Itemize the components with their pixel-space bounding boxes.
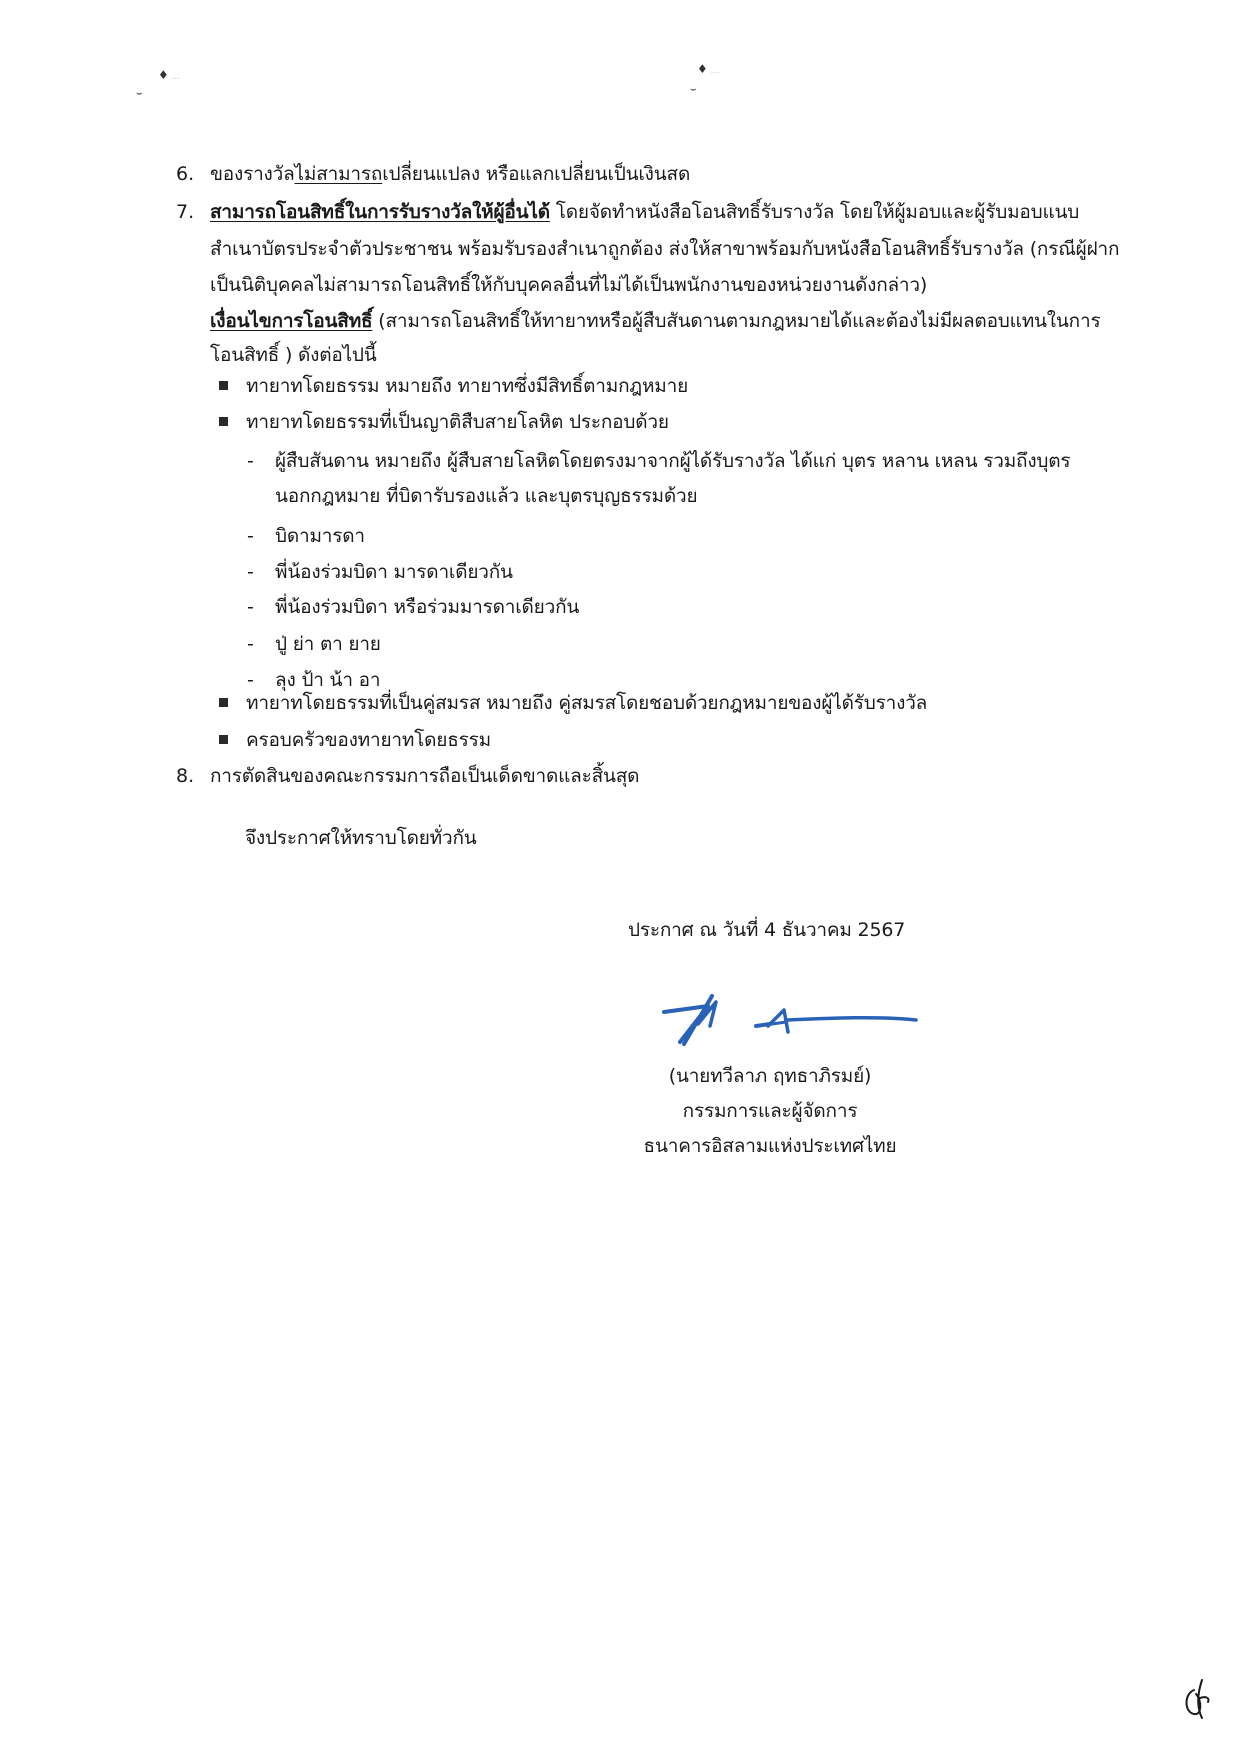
bullet-item-3: ทายาทโดยธรรมที่เป็นคู่สมรส หมายถึง คู่สมรสโดยชอบด้วยกฎหมายของผู้ได้รับรางวัล bbox=[246, 692, 928, 714]
item-7-line-1 bbox=[210, 194, 1079, 230]
item-6-underlined: ไม่สามารถ bbox=[294, 163, 383, 185]
sub-item-6: ลุง ป้า น้า อา bbox=[275, 669, 381, 691]
bullet-item-1: ทายาทโดยธรรม หมายถึง ทายาทซึ่งมีสิทธิ์ตามกฎหมาย bbox=[246, 375, 689, 397]
scan-mark-left-lower: ⌣ bbox=[136, 88, 143, 99]
item-7-line-1-rest: โดยจัดทำหนังสือโอนสิทธิ์รับรางวัล โดยให้ผู้มอบและผู้รับมอบแนบ bbox=[549, 201, 1080, 223]
dash-marker: - bbox=[247, 561, 254, 583]
announcement-date: ประกาศ ณ วันที่ 4 ธันวาคม 2567 bbox=[628, 919, 906, 941]
item-7-line-3: เป็นนิติบุคคลไม่สามารถโอนสิทธิ์ให้กับบุคคลอื่นที่ไม่ได้เป็นพนักงานของหน่วยงานดังกล่าว) bbox=[210, 274, 928, 296]
dash-marker: - bbox=[247, 525, 254, 547]
conditions-heading: เงื่อนไขการโอนสิทธิ์ bbox=[210, 310, 373, 332]
sub-item-2: บิดามารดา bbox=[275, 525, 365, 547]
bullet-item-4: ครอบครัวของทายาทโดยธรรม bbox=[246, 729, 491, 751]
sub-item-5: ปู่ ย่า ตา ยาย bbox=[275, 633, 381, 655]
item-7-number: 7. bbox=[176, 201, 195, 223]
item-7-heading: สามารถโอนสิทธิ์ในการรับรางวัลให้ผู้อื่นได้ bbox=[210, 201, 550, 223]
sub-item-1-line-2: นอกกฎหมาย ที่บิดารับรองแล้ว และบุตรบุญธรรมด้วย bbox=[275, 485, 698, 507]
initials-mark bbox=[1180, 1672, 1220, 1722]
dash-marker: - bbox=[247, 669, 254, 691]
item-6-number: 6. bbox=[176, 163, 195, 185]
scan-mark-right-lower: ⌣ bbox=[690, 84, 697, 95]
square-bullet-icon bbox=[219, 417, 228, 426]
square-bullet-icon bbox=[219, 735, 228, 744]
item-6-suffix: เปลี่ยนแปลง หรือแลกเปลี่ยนเป็นเงินสด bbox=[382, 163, 691, 185]
signatory-organization: ธนาคารอิสลามแห่งประเทศไทย bbox=[643, 1135, 897, 1157]
conditions-line-1 bbox=[210, 303, 1100, 339]
item-6-prefix: ของรางวัล bbox=[210, 163, 295, 185]
item-8-text: การตัดสินของคณะกรรมการถือเป็นเด็ดขาดและสิ้นสุด bbox=[210, 765, 640, 787]
square-bullet-icon bbox=[219, 381, 228, 390]
scan-mark-right: ♦ ... bbox=[697, 62, 720, 76]
scan-mark-left: ♦ ... bbox=[158, 68, 181, 82]
item-7-line-2: สำเนาบัตรประจำตัวประชาชน พร้อมรับรองสำเนาถูกต้อง ส่งให้สาขาพร้อมกับหนังสือโอนสิทธิ์รับรางวัล (กรณีผู้ฝาก bbox=[210, 238, 1120, 260]
signatory-title: กรรมการและผู้จัดการ bbox=[682, 1100, 858, 1122]
sub-item-4: พี่น้องร่วมบิดา หรือร่วมมารดาเดียวกัน bbox=[275, 596, 580, 618]
dash-marker: - bbox=[247, 450, 254, 472]
signatory-name: (นายทวีลาภ ฤทธาภิรมย์) bbox=[668, 1065, 872, 1087]
signature-image bbox=[660, 982, 920, 1052]
dash-marker: - bbox=[247, 633, 254, 655]
dash-marker: - bbox=[247, 596, 254, 618]
item-6-text bbox=[210, 156, 690, 192]
item-8-number: 8. bbox=[176, 765, 195, 787]
closing-statement: จึงประกาศให้ทราบโดยทั่วกัน bbox=[245, 827, 477, 849]
square-bullet-icon bbox=[219, 698, 228, 707]
sub-item-3: พี่น้องร่วมบิดา มารดาเดียวกัน bbox=[275, 561, 513, 583]
bullet-item-2: ทายาทโดยธรรมที่เป็นญาติสืบสายโลหิต ประกอบด้วย bbox=[246, 411, 669, 433]
conditions-line-2: โอนสิทธิ์ ) ดังต่อไปนี้ bbox=[210, 344, 377, 366]
sub-item-1: ผู้สืบสันดาน หมายถึง ผู้สืบสายโลหิตโดยตรงมาจากผู้ได้รับรางวัล ได้แก่ บุตร หลาน เหลน รวมถึงบุตร bbox=[275, 450, 1071, 472]
conditions-rest: (สามารถโอนสิทธิ์ให้ทายาทหรือผู้สืบสันดานตามกฎหมายได้และต้องไม่มีผลตอบแทนในการ bbox=[372, 310, 1101, 332]
